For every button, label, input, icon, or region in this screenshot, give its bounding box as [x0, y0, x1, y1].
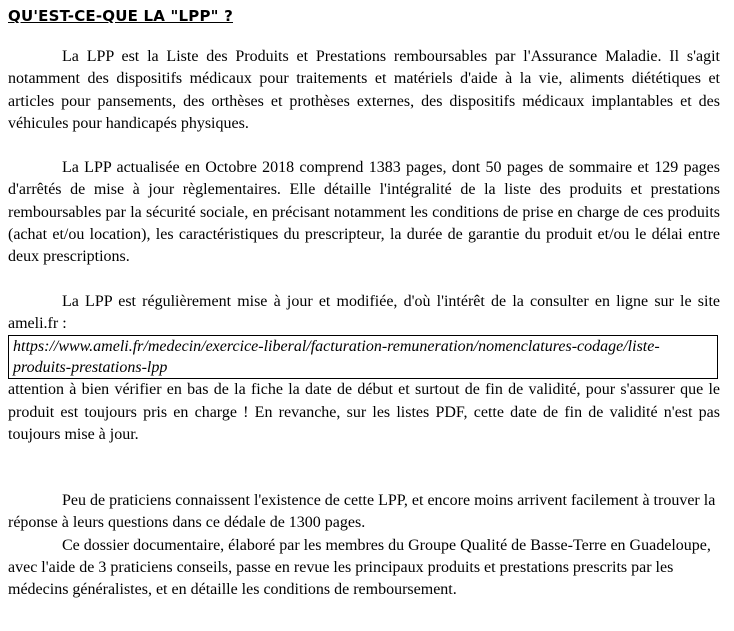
paragraph-practitioners: Peu de praticiens connaissent l'existence de cette LPP, et encore moins arrivent facilement à trouver la réponse à leurs questions dans ce dédale de 1300 pages.	[8, 492, 716, 532]
paragraph-validity-warning: attention à bien vérifier en bas de la fiche la date de début et surtout de fin de validité, pour s'assurer que le produit est toujours pris en charge ! En revanche, sur les listes PDF, cette date de fin de validité n'est pas toujours mise à jour.	[8, 381, 720, 443]
document-title: QU'EST-CE-QUE LA "LPP" ?	[8, 7, 233, 25]
paragraph-online-consult: La LPP est régulièrement mise à jour et modifiée, d'où l'intérêt de la consulter en ligne sur le site ameli.fr :	[8, 292, 720, 332]
paragraph-update-2018: La LPP actualisée en Octobre 2018 comprend 1383 pages, dont 50 pages de sommaire et 129 pages d'arrêtés de mise à jour règlementaires. Elle détaille l'intégralité de la liste des produits et prestations remboursables par la sécurité sociale, en précisant notamment les conditions de prise en charge de ces produits (achat et/ou location), les caractéristiques du prescripteur, la durée de garantie du produit et/ou le délai entre deux prescriptions.	[8, 159, 720, 266]
ameli-url-link[interactable]: https://www.ameli.fr/medecin/exercice-liberal/facturation-remuneration/nomenclatures-codage/liste-produits-prestations-lpp	[8, 335, 718, 379]
paragraph-definition: La LPP est la Liste des Produits et Prestations remboursables par l'Assurance Maladie. Il s'agit notamment des dispositifs médicaux pour traitements et matériels d'aide à la vie, aliments diététiques et articles pour pansements, des orthèses et prothèses externes, des dispositifs médicaux implantables et des véhicules pour handicapés physiques.	[8, 48, 720, 132]
paragraph-dossier: Ce dossier documentaire, élaboré par les membres du Groupe Qualité de Basse-Terre en Guadeloupe, avec l'aide de 3 praticiens conseils, passe en revue les principaux produits et prestations prescrits par les médecins généralistes, et en détaille les conditions de remboursement.	[8, 536, 711, 599]
document-page	[8, 6, 720, 602]
